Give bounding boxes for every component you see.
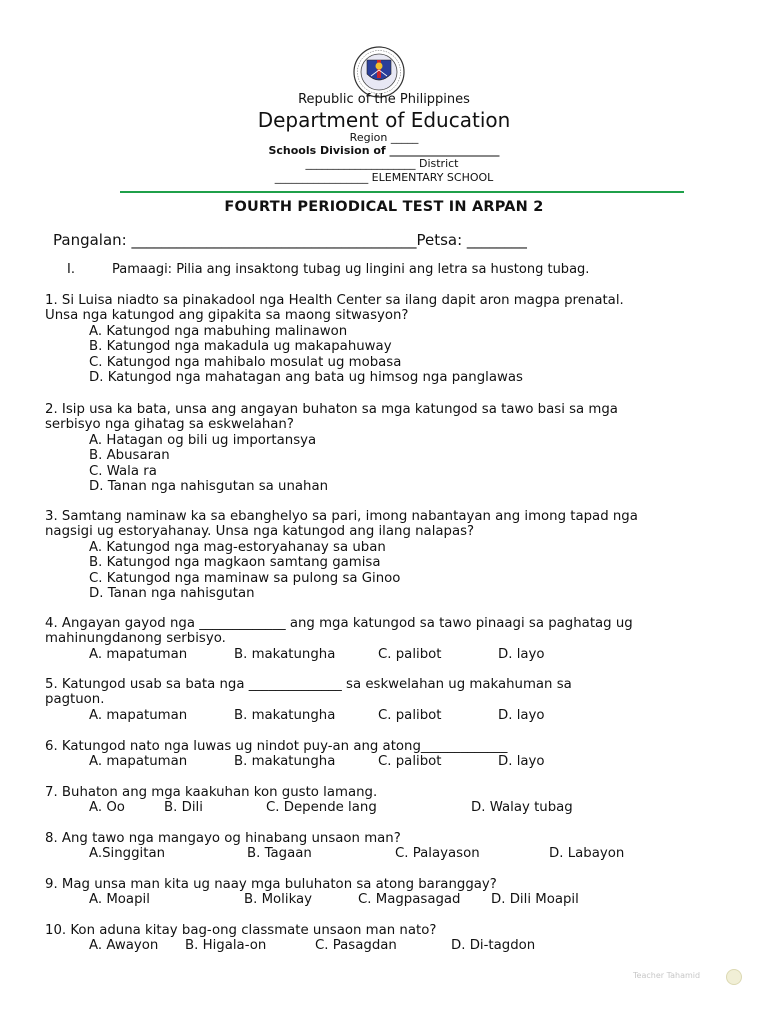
question-stem: pagtuon. [45, 692, 105, 708]
watermark-text: Teacher Tahamid [633, 971, 701, 980]
smiley-icon [726, 969, 742, 985]
question-3 [45, 509, 745, 601]
division-line: Schools Division of ____________________ [268, 144, 500, 157]
options-row [45, 647, 745, 662]
deped-seal-logo [338, 46, 420, 98]
option: D. Di-tagdon [451, 938, 536, 954]
option: B. Tagaan [247, 846, 312, 862]
question-stem: 5. Katungod usab sa bata nga ______________ sa eskwelahan ug makahuman sa [45, 677, 572, 692]
region-line: Region _____ [349, 131, 419, 144]
question-stem: 4. Angayan gayod nga _____________ ang mga katungod sa tawo pinaagi sa paghatag ug [45, 616, 633, 631]
option: B. makatungha [234, 646, 336, 662]
question-stem: 2. Isip usa ka bata, unsa ang angayan buhaton sa mga katungod sa tawo basi sa mga [45, 402, 618, 417]
question-9 [45, 877, 745, 908]
option: A. Katungod nga mag-estoryahanay sa uban [89, 539, 386, 555]
option: A. mapatuman [89, 707, 188, 723]
option: C. Palayason [395, 846, 480, 862]
options-row [45, 938, 745, 953]
question-1 [45, 293, 745, 385]
options-row [45, 708, 745, 723]
option: B. Molikay [244, 892, 313, 908]
district-line: ____________________ District [305, 157, 459, 170]
test-title: FOURTH PERIODICAL TEST IN ARPAN 2 [224, 199, 544, 215]
option: C. Magpasagad [358, 892, 461, 908]
instruction-roman: I. [67, 262, 75, 277]
option: C. palibot [378, 754, 442, 770]
option: B. makatungha [234, 754, 336, 770]
question-4 [45, 616, 745, 662]
question-8 [45, 831, 745, 862]
department-title: Department of Education [257, 108, 511, 132]
option: A. Awayon [89, 938, 159, 954]
question-10 [45, 923, 745, 954]
header-divider [120, 191, 684, 193]
option: B. Dili [164, 800, 203, 816]
option: D. layo [498, 754, 545, 770]
question-stem: nagsigi ug estoryahanay. Unsa nga katungod ang ilang nalapas? [45, 524, 475, 540]
option: C. Depende lang [266, 800, 377, 816]
name-date-line: Pangalan: ______________________________________Petsa: ________ [53, 231, 527, 249]
question-stem: 10. Kon aduna kitay bag-ong classmate unsaon man nato? [45, 923, 437, 938]
question-2 [45, 402, 745, 494]
instruction-text: Pamaagi: Pilia ang insaktong tubag ug lingini ang letra sa hustong tubag. [112, 262, 590, 277]
option: D. layo [498, 646, 545, 662]
option: D. Dili Moapil [491, 892, 579, 908]
option: C. palibot [378, 646, 442, 662]
option: B. Higala-on [185, 938, 267, 954]
option: B. Abusaran [89, 448, 170, 464]
option: C. Pasagdan [315, 938, 397, 954]
question-stem: 1. Si Luisa niadto sa pinakadool nga Health Center sa ilang dapit aron magpa prenatal. [45, 293, 624, 308]
option: A.Singgitan [89, 846, 166, 862]
instruction [67, 262, 589, 277]
question-5 [45, 677, 745, 723]
option: A. mapatuman [89, 754, 188, 770]
options-row [45, 754, 745, 769]
option: A. mapatuman [89, 646, 188, 662]
option: B. makatungha [234, 707, 336, 723]
question-6 [45, 739, 745, 770]
option: D. Tanan nga nahisgutan sa unahan [89, 479, 329, 495]
option: D. Tanan nga nahisgutan [89, 586, 255, 602]
options-row [45, 846, 745, 861]
school-line: _________________ ELEMENTARY SCHOOL [274, 171, 494, 184]
option: D. Walay tubag [471, 800, 573, 816]
question-stem: 8. Ang tawo nga mangayo og hinabang unsaon man? [45, 831, 401, 846]
options-row [45, 800, 745, 815]
option: A. Hatagan og bili ug importansya [89, 432, 317, 448]
option: B. Katungod nga makadula ug makapahuway [89, 339, 392, 355]
question-stem: 7. Buhaton ang mga kaakuhan kon gusto lamang. [45, 785, 378, 800]
option: C. Katungod nga maminaw sa pulong sa Ginoo [89, 570, 401, 586]
options-row [45, 892, 745, 907]
question-7 [45, 785, 745, 816]
option: A. Katungod nga mabuhing malinawon [89, 323, 348, 339]
option: C. palibot [378, 707, 442, 723]
option: C. Katungod nga mahibalo mosulat ug mobasa [89, 354, 402, 370]
option: A. Moapil [89, 892, 150, 908]
option: D. Katungod nga mahatagan ang bata ug himsog nga panglawas [89, 370, 523, 386]
republic-label: Republic of the Philippines [298, 92, 470, 107]
question-stem: mahinungdanong serbisyo. [45, 631, 226, 647]
option: A. Oo [89, 800, 125, 816]
question-stem: 3. Samtang naminaw ka sa ebanghelyo sa pari, imong nabantayan ang imong tapad nga [45, 509, 638, 524]
question-stem: 9. Mag unsa man kita ug naay mga buluhaton sa atong baranggay? [45, 877, 497, 892]
question-stem: Unsa nga katungod ang gipakita sa maong sitwasyon? [45, 308, 409, 324]
option: D. Labayon [549, 846, 625, 862]
option: B. Katungod nga magkaon samtang gamisa [89, 555, 381, 571]
option: D. layo [498, 707, 545, 723]
question-stem: 6. Katungod nato nga luwas ug nindot puy-an ang atong_____________ [45, 739, 508, 754]
option: C. Wala ra [89, 463, 157, 479]
question-stem: serbisyo nga gihatag sa eskwelahan? [45, 417, 294, 433]
